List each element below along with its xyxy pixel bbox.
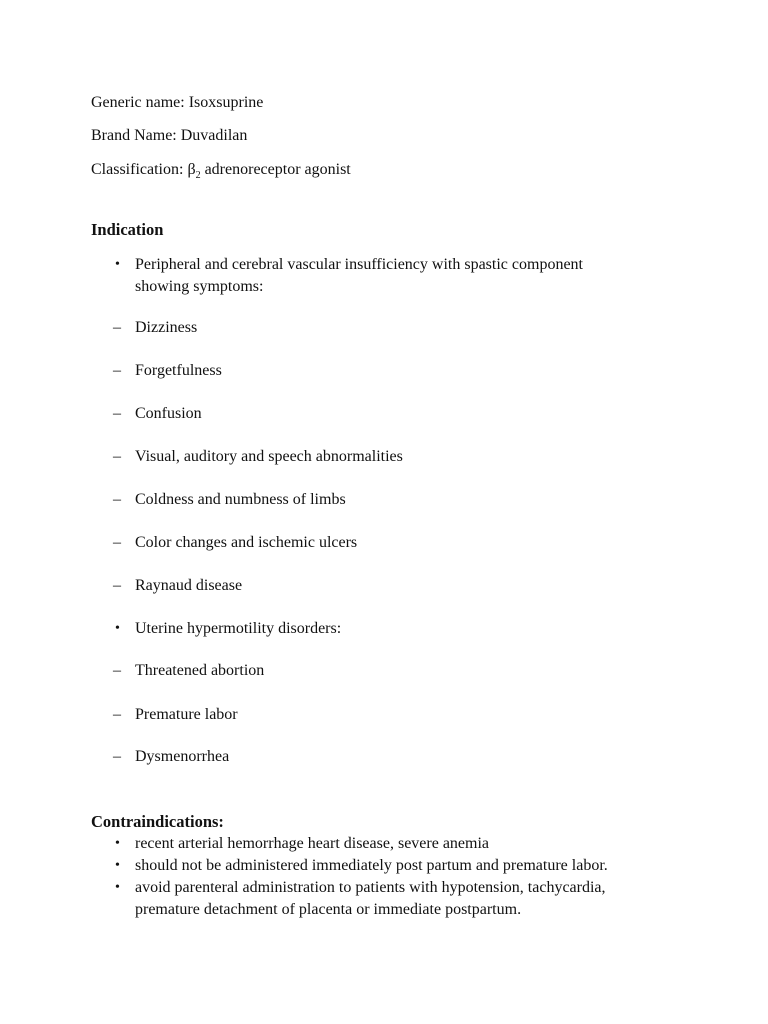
list-item-text: Visual, auditory and speech abnormalities <box>135 448 403 465</box>
contraindication-text-line-1: avoid parenteral administration to patients with hypotension, tachycardia, <box>135 879 606 896</box>
bullet-text <box>135 254 665 298</box>
list-item-text: Confusion <box>135 405 202 422</box>
dash-marker: – <box>113 448 121 465</box>
list-item-text: Threatened abortion <box>135 662 265 679</box>
dash-marker: – <box>113 491 121 508</box>
bullet-marker: • <box>115 858 120 873</box>
classification <box>91 160 351 186</box>
dash-marker: – <box>113 577 121 594</box>
bullet-marker: • <box>115 257 120 272</box>
contraindications-heading: Contraindications: <box>91 812 224 831</box>
contraindication-text: recent arterial hemorrhage heart disease, severe anemia <box>135 835 490 852</box>
list-item-text: Color changes and ischemic ulcers <box>135 534 358 551</box>
brand-name: Brand Name: Duvadilan <box>91 127 248 144</box>
dash-marker: – <box>113 748 121 765</box>
bullet-marker: • <box>115 621 120 636</box>
contraindication-text-line-2: premature detachment of placenta or immediate postpartum. <box>135 901 522 918</box>
generic-name: Generic name: Isoxsuprine <box>91 94 264 111</box>
dash-marker: – <box>113 362 121 379</box>
dash-marker: – <box>113 534 121 551</box>
bullet-marker: • <box>115 880 120 895</box>
dash-marker: – <box>113 405 121 422</box>
indication-heading: Indication <box>91 220 164 239</box>
bullet-marker: • <box>115 836 120 851</box>
classification-suffix: adrenoreceptor agonist <box>200 161 351 178</box>
classification-subscript: 2 <box>195 170 201 182</box>
contraindication-text: should not be administered immediately post partum and premature labor. <box>135 857 608 874</box>
bullet-text-line-1: Peripheral and cerebral vascular insufficiency with spastic component <box>135 256 583 273</box>
dash-marker: – <box>113 706 121 723</box>
list-item-text: Dizziness <box>135 319 198 336</box>
classification-prefix: Classification: <box>91 161 188 178</box>
classification-symbol: β <box>187 161 196 178</box>
dash-marker: – <box>113 319 121 336</box>
list-item-text: Coldness and numbness of limbs <box>135 491 346 508</box>
list-item-text: Raynaud disease <box>135 577 243 594</box>
list-item-text: Forgetfulness <box>135 362 222 379</box>
list-item-text: Premature labor <box>135 706 238 723</box>
bullet-text: Uterine hypermotility disorders: <box>135 620 342 637</box>
dash-marker: – <box>113 662 121 679</box>
bullet-text-line-2: showing symptoms: <box>135 278 264 295</box>
list-item-text: Dysmenorrhea <box>135 748 230 765</box>
contraindication-text <box>135 877 665 921</box>
